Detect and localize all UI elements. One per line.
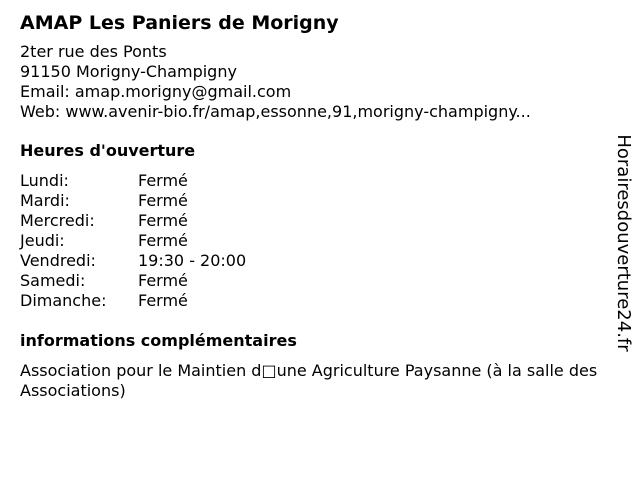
day-label: Lundi: xyxy=(20,171,69,190)
hours-row-tuesday xyxy=(20,191,605,211)
day-hours: Fermé xyxy=(138,271,188,290)
hours-row-monday xyxy=(20,171,605,191)
page-title: AMAP Les Paniers de Morigny xyxy=(20,12,339,34)
day-hours: Fermé xyxy=(138,211,188,230)
opening-hours-table xyxy=(20,171,605,311)
address-street: 2ter rue des Ponts xyxy=(20,42,167,61)
hours-row-thursday xyxy=(20,231,605,251)
day-label: Dimanche: xyxy=(20,291,107,310)
day-label: Mardi: xyxy=(20,191,70,210)
hours-row-sunday xyxy=(20,291,605,311)
additional-info-heading: informations complémentaires xyxy=(20,331,297,350)
opening-hours-heading: Heures d'ouverture xyxy=(20,141,196,160)
side-brand-watermark: Horairesdouverture24.fr xyxy=(613,134,634,352)
hours-row-wednesday xyxy=(20,211,605,231)
day-hours: Fermé xyxy=(138,171,188,190)
day-hours: Fermé xyxy=(138,191,188,210)
email-line: Email: amap.morigny@gmail.com xyxy=(20,82,292,101)
day-label: Samedi: xyxy=(20,271,86,290)
hours-row-saturday xyxy=(20,271,605,291)
address-city: 91150 Morigny-Champigny xyxy=(20,62,237,81)
hours-row-friday xyxy=(20,251,605,271)
day-hours: Fermé xyxy=(138,291,188,310)
day-label: Vendredi: xyxy=(20,251,96,270)
day-hours: 19:30 - 20:00 xyxy=(138,251,247,270)
day-label: Mercredi: xyxy=(20,211,95,230)
additional-info-text: Association pour le Maintien d□une Agriculture Paysanne (à la salle des Associations) xyxy=(20,361,598,400)
day-hours: Fermé xyxy=(138,231,188,250)
day-label: Jeudi: xyxy=(20,231,65,250)
web-line: Web: www.avenir-bio.fr/amap,essonne,91,morigny-champigny... xyxy=(20,102,531,121)
business-card xyxy=(20,10,605,401)
